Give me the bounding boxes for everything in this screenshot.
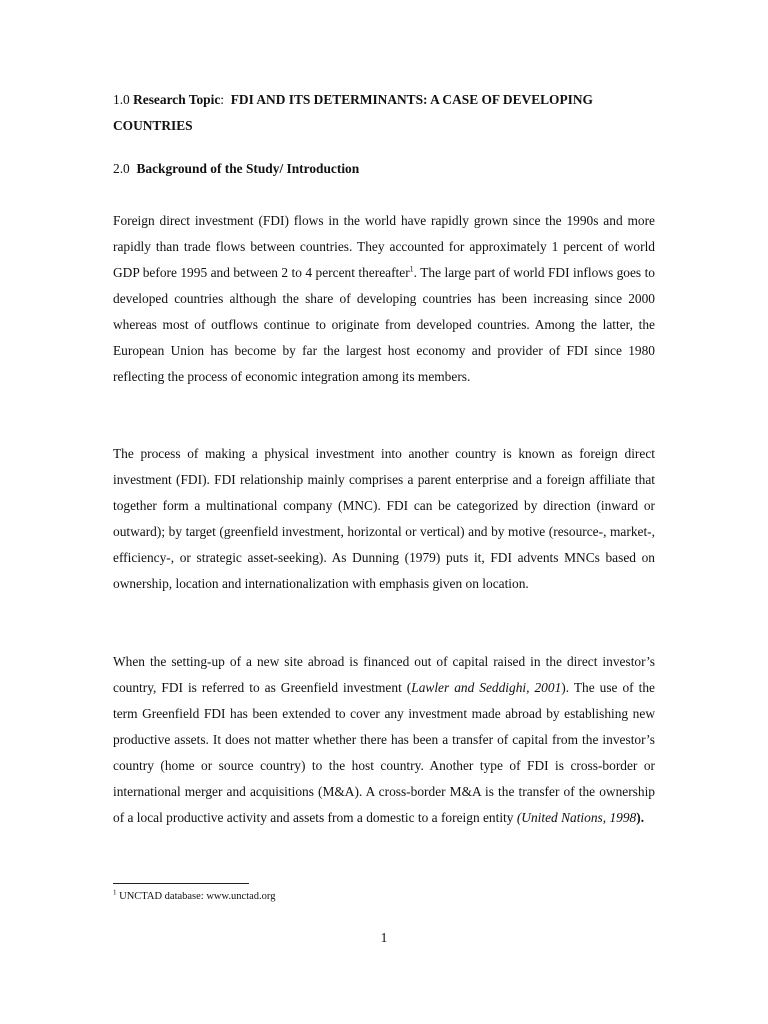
footnote-ref-1: 1 [409, 264, 414, 274]
footnote-text: UNCTAD database: www.unctad.org [116, 891, 276, 902]
research-topic-label: Research Topic [133, 92, 221, 107]
paragraph-fdi-flows [113, 208, 655, 390]
background-section-number: 2.0 [113, 161, 130, 176]
background-heading [113, 156, 655, 182]
research-topic-heading [113, 87, 655, 139]
footnote [113, 889, 275, 905]
research-topic-title-line-2: COUNTRIES [113, 118, 193, 133]
citation-lawler-seddighi: Lawler and Seddighi, 2001 [411, 680, 562, 695]
research-topic-colon: : [220, 92, 225, 107]
paragraph-greenfield [113, 649, 655, 831]
footnote-separator [113, 883, 249, 884]
paragraph-1-text-b: . The large part of world FDI inflows goes to developed countries although the share of developing countries has been increasing since 2000 whereas most of outflows continue to originate from developed countries. Among the latter, the European Union has become by far the largest host economy and provider of FDI since 1980 reflecting the process of economic integration among its members. [113, 265, 655, 384]
paragraph-3-text-b: ). The use of the term Greenfield FDI has been extended to cover any investment made abroad by establishing new productive assets. It does not matter whether there has been a transfer of capital from the investor’s country (home or source country) to the host country. Another type of FDI is cross-border or international merger and acquisitions (M&A). A cross-border M&A is the transfer of the ownership of a local productive activity and assets from a domestic to a foreign entity [113, 680, 655, 825]
research-topic-title-line-1: FDI AND ITS DETERMINANTS: A CASE OF DEVELOPING [230, 92, 593, 107]
background-title: Background of the Study/ Introduction [136, 161, 360, 176]
paragraph-2-text: The process of making a physical investment into another country is known as foreign direct investment (FDI). FDI relationship mainly comprises a parent enterprise and a foreign affiliate that together form a multinational company (MNC). FDI can be categorized by direction (inward or outward); by target (greenfield investment, horizontal or vertical) and by motive (resource-, market-, efficiency-, or strategic asset-seeking). As Dunning (1979) puts it, FDI advents MNCs based on ownership, location and internationalization with emphasis given on location. [113, 446, 655, 591]
paragraph-fdi-process [113, 441, 655, 597]
citation-united-nations: (United Nations, 1998 [516, 810, 637, 825]
footnote-marker: 1 [113, 888, 117, 897]
paragraph-3-text-a: When the setting-up of a new site abroad is financed out of capital raised in the direct investor’s country, FDI is referred to as Greenfield investment ( [113, 654, 655, 695]
paragraph-1-text-a: Foreign direct investment (FDI) flows in the world have rapidly grown since the 1990s and more rapidly than trade flows between countries. They accounted for approximately 1 percent of world GDP before 1995 and between 2 to 4 percent thereafter [113, 213, 655, 280]
page-number: 1 [380, 930, 388, 945]
paragraph-3-closing: ). [636, 810, 645, 825]
section-number: 1.0 [113, 92, 130, 107]
